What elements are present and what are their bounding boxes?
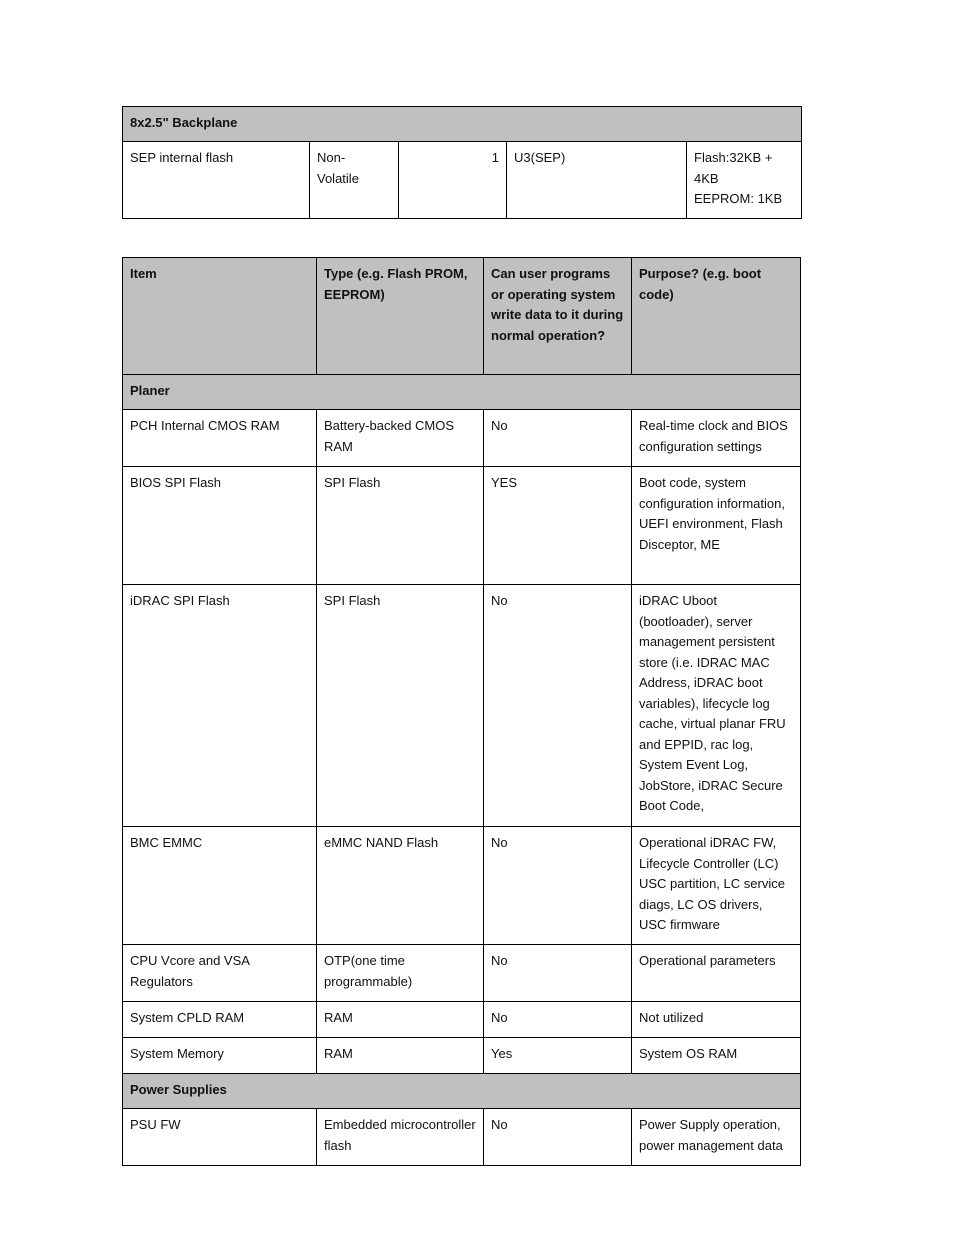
cell-purpose: Boot code, system configuration information, UEFI environment, Flash Disceptor, ME: [632, 467, 801, 585]
cell-item: SEP internal flash: [123, 142, 310, 219]
section-title: Planer: [123, 375, 801, 410]
volatility-line: Volatile: [317, 170, 359, 186]
cell-purpose: Not utilized: [632, 1002, 801, 1038]
cell-item: PCH Internal CMOS RAM: [123, 410, 317, 467]
cell-purpose: System OS RAM: [632, 1038, 801, 1074]
cell-writable: No: [484, 945, 632, 1002]
table-row: [123, 410, 801, 467]
table-row: [123, 142, 802, 219]
section-title: Power Supplies: [123, 1074, 801, 1109]
header-writable: Can user programs or operating system write data to it during normal operation?: [484, 258, 632, 375]
cell-item: BMC EMMC: [123, 827, 317, 945]
table-row: [123, 467, 801, 585]
cell-writable: No: [484, 585, 632, 827]
size-line: 4KB: [694, 170, 719, 186]
backplane-title: 8x2.5" Backplane: [123, 107, 802, 142]
cell-writable: Yes: [484, 1038, 632, 1074]
table-row: [123, 827, 801, 945]
cell-size: [687, 142, 802, 219]
table-row: [123, 1109, 801, 1166]
cell-purpose: Power Supply operation, power management data: [632, 1109, 801, 1166]
table-row: [123, 1002, 801, 1038]
cell-item: iDRAC SPI Flash: [123, 585, 317, 827]
cell-type: RAM: [317, 1038, 484, 1074]
cell-location: U3(SEP): [507, 142, 687, 219]
section-row-planer: [123, 375, 801, 410]
cell-purpose: Real-time clock and BIOS configuration settings: [632, 410, 801, 467]
cell-writable: No: [484, 1002, 632, 1038]
cell-type: Battery-backed CMOS RAM: [317, 410, 484, 467]
cell-purpose: iDRAC Uboot (bootloader), server management persistent store (i.e. IDRAC MAC Address, iDRAC boot variables), lifecycle log cache, virtual planar FRU and EPPID, rac log, System Event Log, JobStore, iDRAC Secure Boot Code,: [632, 585, 801, 827]
backplane-table: [122, 106, 802, 219]
cell-item: System Memory: [123, 1038, 317, 1074]
cell-writable: No: [484, 1109, 632, 1166]
cell-purpose: Operational iDRAC FW, Lifecycle Controller (LC) USC partition, LC service diags, LC OS drivers, USC firmware: [632, 827, 801, 945]
cell-purpose: Operational parameters: [632, 945, 801, 1002]
cell-item: CPU Vcore and VSA Regulators: [123, 945, 317, 1002]
table-row: [123, 1038, 801, 1074]
cell-type: Embedded microcontroller flash: [317, 1109, 484, 1166]
header-item: Item: [123, 258, 317, 375]
cell-type: RAM: [317, 1002, 484, 1038]
cell-type: SPI Flash: [317, 467, 484, 585]
cell-type: SPI Flash: [317, 585, 484, 827]
header-row: [123, 258, 801, 375]
cell-item: PSU FW: [123, 1109, 317, 1166]
cell-volatility: [310, 142, 399, 219]
volatility-line: Non-: [317, 150, 346, 165]
table-row: [123, 945, 801, 1002]
header-type: Type (e.g. Flash PROM, EEPROM): [317, 258, 484, 375]
cell-type: eMMC NAND Flash: [317, 827, 484, 945]
cell-writable: No: [484, 410, 632, 467]
memory-table: [122, 257, 801, 1166]
section-row-power-supplies: [123, 1074, 801, 1109]
cell-item: BIOS SPI Flash: [123, 467, 317, 585]
cell-type: OTP(one time programmable): [317, 945, 484, 1002]
table-row: [123, 585, 801, 827]
backplane-title-row: [123, 107, 802, 142]
size-line: Flash:32KB +: [694, 150, 773, 165]
cell-writable: No: [484, 827, 632, 945]
size-line: EEPROM: 1KB: [694, 191, 783, 206]
cell-quantity: 1: [399, 142, 507, 219]
cell-item: System CPLD RAM: [123, 1002, 317, 1038]
cell-writable: YES: [484, 467, 632, 585]
header-purpose: Purpose? (e.g. boot code): [632, 258, 801, 375]
